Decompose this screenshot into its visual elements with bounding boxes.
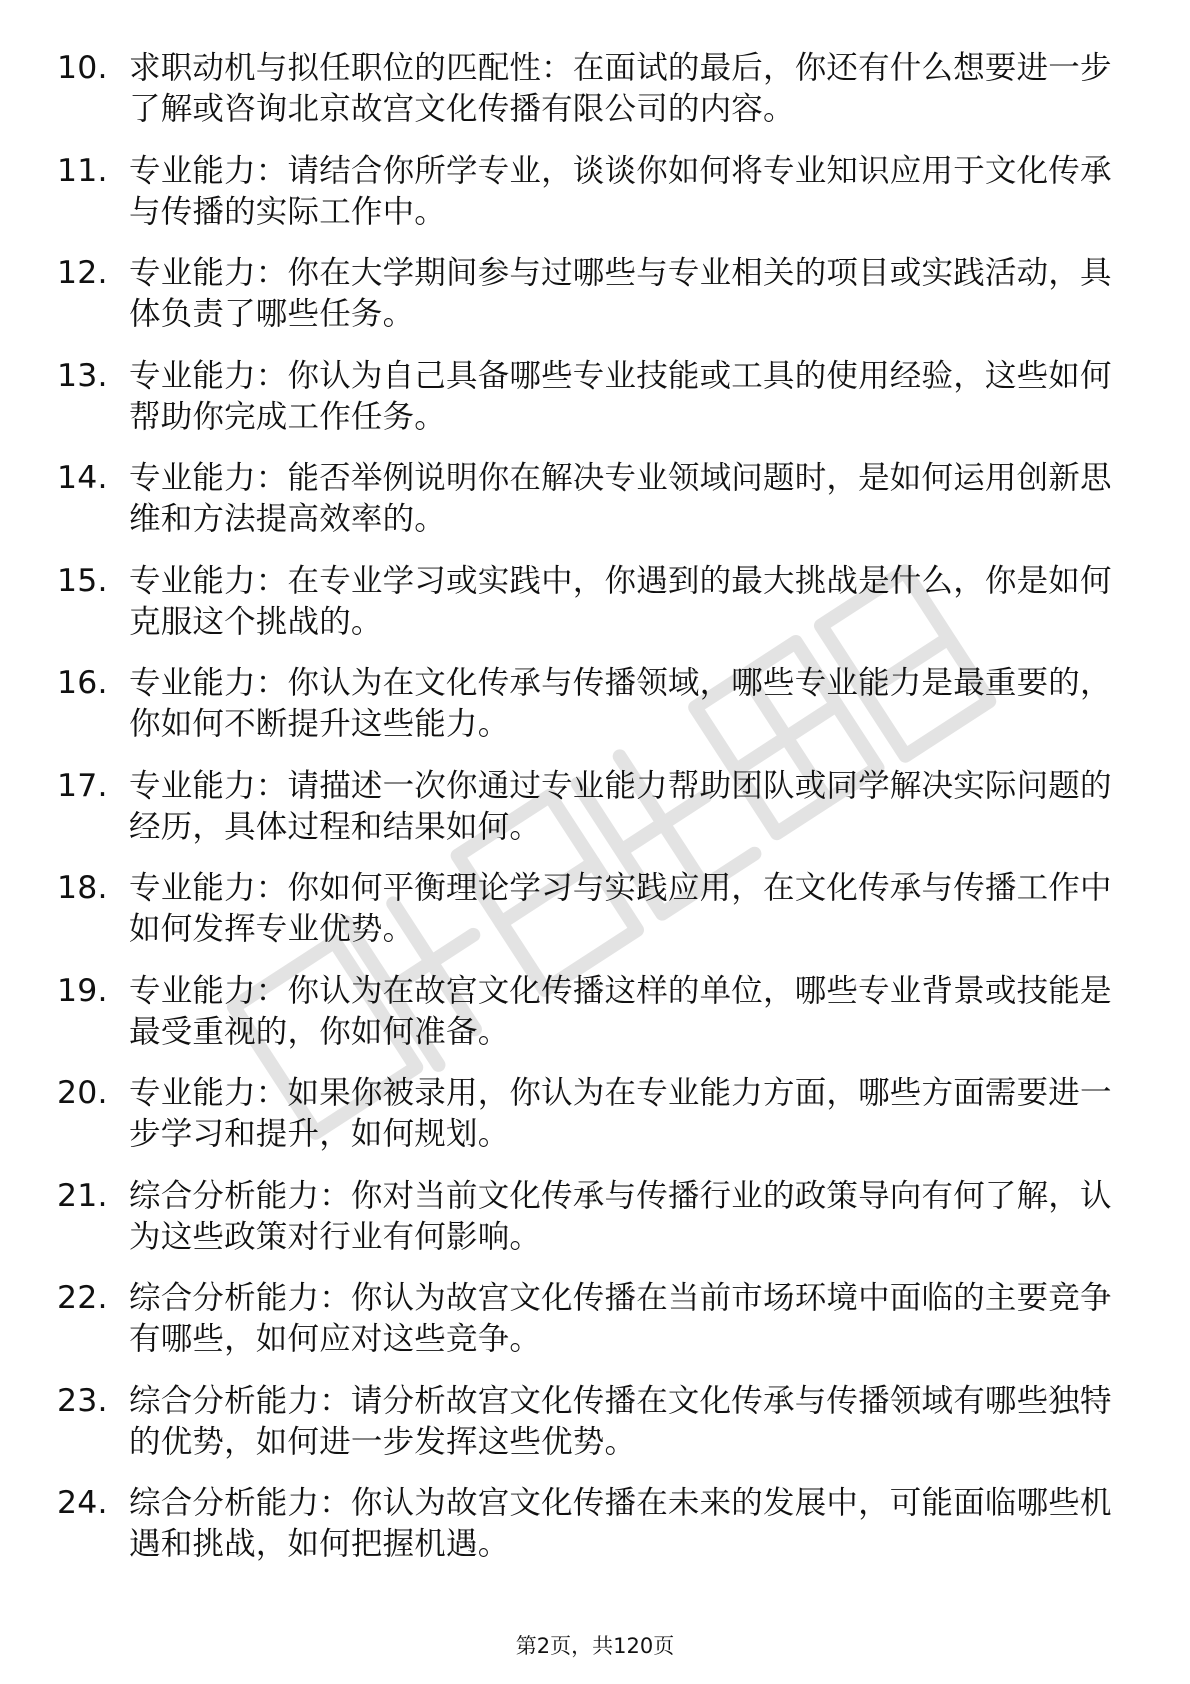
question-text: 专业能力：如果你被录用，你认为在专业能力方面，哪些方面需要进一步学习和提升，如何规划。 <box>129 1075 1112 1152</box>
question-number: 18. <box>57 870 108 906</box>
question-number: 20. <box>57 1075 108 1111</box>
list-item <box>57 663 1137 745</box>
list-item <box>57 766 1137 848</box>
question-text: 综合分析能力：你认为故宫文化传播在当前市场环境中面临的主要竞争有哪些，如何应对这些竞争。 <box>129 1280 1112 1357</box>
question-number: 19. <box>57 972 108 1009</box>
list-item <box>57 1483 1137 1565</box>
question-text: 专业能力：你认为在故宫文化传播这样的单位，哪些专业背景或技能是最受重视的，你如何准备。 <box>129 972 1112 1050</box>
list-item <box>57 1073 1137 1155</box>
list-item <box>57 458 1137 540</box>
question-text: 专业能力：在专业学习或实践中，你遇到的最大挑战是什么，你是如何克服这个挑战的。 <box>129 562 1112 640</box>
question-text: 专业能力：能否举例说明你在解决专业领域问题时，是如何运用创新思维和方法提高效率的。 <box>129 460 1112 537</box>
question-number: 22. <box>57 1280 108 1316</box>
question-text: 专业能力：你认为自己具备哪些专业技能或工具的使用经验，这些如何帮助你完成工作任务。 <box>129 357 1112 435</box>
list-item <box>57 971 1137 1053</box>
question-text: 综合分析能力：请分析故宫文化传播在文化传承与传播领域有哪些独特的优势，如何进一步发挥这些优势。 <box>129 1382 1112 1460</box>
list-item <box>57 151 1137 233</box>
question-text: 专业能力：你在大学期间参与过哪些与专业相关的项目或实践活动，具体负责了哪些任务。 <box>129 255 1112 332</box>
list-item <box>57 1278 1137 1360</box>
question-text: 综合分析能力：你认为故宫文化传播在未来的发展中，可能面临哪些机遇和挑战，如何把握机遇。 <box>129 1485 1112 1562</box>
list-item <box>57 253 1137 335</box>
list-item <box>57 1176 1137 1258</box>
question-number: 23. <box>57 1382 108 1419</box>
question-number: 12. <box>57 255 108 291</box>
question-number: 13. <box>57 357 108 394</box>
list-item <box>57 868 1137 950</box>
question-text: 综合分析能力：你对当前文化传承与传播行业的政策导向有何了解，认为这些政策对行业有何影响。 <box>129 1177 1112 1255</box>
list-item <box>57 1381 1137 1463</box>
question-text: 专业能力：请结合你所学专业，谈谈你如何将专业知识应用于文化传承与传播的实际工作中。 <box>129 152 1112 230</box>
question-text: 专业能力：请描述一次你通过专业能力帮助团队或同学解决实际问题的经历，具体过程和结果如何。 <box>129 767 1112 845</box>
question-number: 17. <box>57 767 108 804</box>
question-number: 14. <box>57 460 108 496</box>
question-number: 10. <box>57 50 108 86</box>
question-text: 专业能力：你认为在文化传承与传播领域，哪些专业能力是最重要的，你如何不断提升这些能力。 <box>129 665 1112 742</box>
question-number: 16. <box>57 665 108 701</box>
question-number: 21. <box>57 1177 108 1214</box>
question-number: 15. <box>57 562 108 599</box>
question-text: 专业能力：你如何平衡理论学习与实践应用，在文化传承与传播工作中如何发挥专业优势。 <box>129 870 1112 947</box>
question-text: 求职动机与拟任职位的匹配性：在面试的最后，你还有什么想要进一步了解或咨询北京故宫文化传播有限公司的内容。 <box>129 50 1112 127</box>
question-number: 24. <box>57 1485 108 1521</box>
question-list <box>57 48 1137 1586</box>
page-number: 第2页，共120页 <box>515 1634 675 1658</box>
list-item <box>57 561 1137 643</box>
list-item <box>57 48 1137 130</box>
question-number: 11. <box>57 152 108 189</box>
list-item <box>57 356 1137 438</box>
